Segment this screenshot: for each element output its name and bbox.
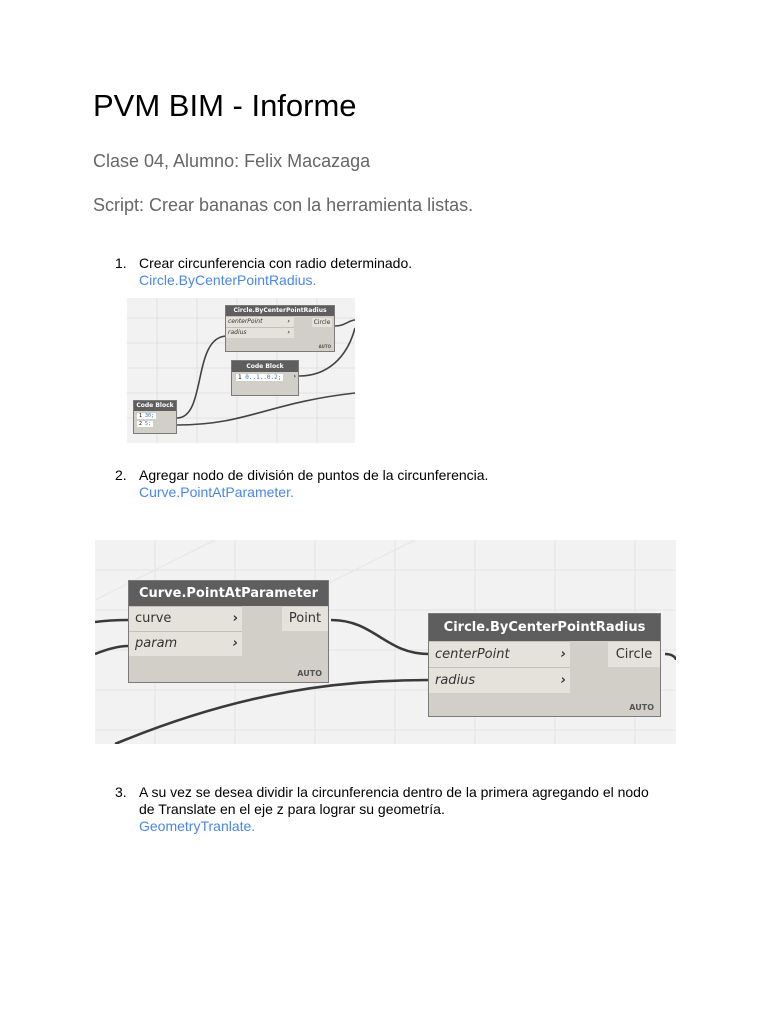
- step-node-link[interactable]: Circle.ByCenterPointRadius.: [139, 272, 317, 288]
- port-point-output[interactable]: Point: [282, 607, 328, 631]
- step-number: 2.: [115, 467, 127, 483]
- chevron-right-icon: ›: [560, 673, 566, 688]
- chevron-right-icon: ›: [560, 647, 566, 662]
- step-number: 1.: [115, 255, 127, 271]
- code-block-node-range[interactable]: [231, 360, 299, 396]
- code-block-node-values[interactable]: [133, 400, 177, 434]
- port-radius[interactable]: radius ›: [429, 667, 570, 693]
- step-node-link[interactable]: GeometryTranlate.: [139, 818, 256, 834]
- circle-by-center-point-radius-node[interactable]: [225, 305, 335, 352]
- node-title: Code Block: [232, 361, 298, 372]
- node-title: Code Block: [134, 401, 176, 411]
- step-text-line-1: A su vez se desea dividir la circunferencia dentro de la primera agregando el nodo: [139, 784, 649, 800]
- lacing-auto-label: AUTO: [318, 344, 331, 349]
- chevron-right-icon: ›: [232, 611, 238, 626]
- dynamo-graph-screenshot-1: [127, 298, 355, 443]
- port-center-point[interactable]: centerPoint ›: [226, 316, 294, 327]
- code-line[interactable]: 1 0..1..0.2;: [238, 374, 282, 381]
- port-circle-output[interactable]: Circle: [608, 642, 660, 667]
- document-title: PVM BIM - Informe: [93, 88, 357, 123]
- chevron-right-icon: ›: [287, 329, 290, 336]
- step-node-link[interactable]: Curve.PointAtParameter.: [139, 484, 294, 500]
- port-center-point[interactable]: centerPoint ›: [429, 641, 570, 667]
- lacing-auto-label: AUTO: [629, 703, 654, 712]
- code-line[interactable]: 1 30;: [139, 413, 155, 419]
- document-subtitle-class: Clase 04, Alumno: Felix Macazaga: [93, 151, 371, 171]
- document-subtitle-script: Script: Crear bananas con la herramienta listas.: [93, 195, 474, 215]
- circle-by-center-point-radius-node[interactable]: [428, 613, 661, 717]
- port-radius[interactable]: radius ›: [226, 327, 294, 338]
- node-title: Curve.PointAtParameter: [129, 581, 328, 606]
- step-text: Crear circunferencia con radio determinado.: [139, 255, 413, 271]
- chevron-right-icon: ›: [232, 636, 238, 651]
- output-chevron-icon: ›: [293, 373, 296, 380]
- port-curve[interactable]: curve ›: [129, 606, 242, 631]
- dynamo-graph-screenshot-2: [95, 540, 676, 744]
- step-text-line-2: de Translate en el eje z para lograr su geometría.: [139, 801, 445, 817]
- node-title: Circle.ByCenterPointRadius: [226, 306, 334, 316]
- chevron-right-icon: ›: [287, 318, 290, 325]
- step-number: 3.: [115, 784, 127, 800]
- node-title: Circle.ByCenterPointRadius: [429, 614, 660, 641]
- code-line[interactable]: 2 5;: [139, 421, 152, 427]
- port-param[interactable]: param ›: [129, 631, 242, 656]
- lacing-auto-label: AUTO: [297, 669, 322, 678]
- port-circle-output[interactable]: Circle: [313, 319, 331, 326]
- curve-point-at-parameter-node[interactable]: [128, 580, 329, 683]
- step-text: Agregar nodo de división de puntos de la circunferencia.: [139, 467, 489, 483]
